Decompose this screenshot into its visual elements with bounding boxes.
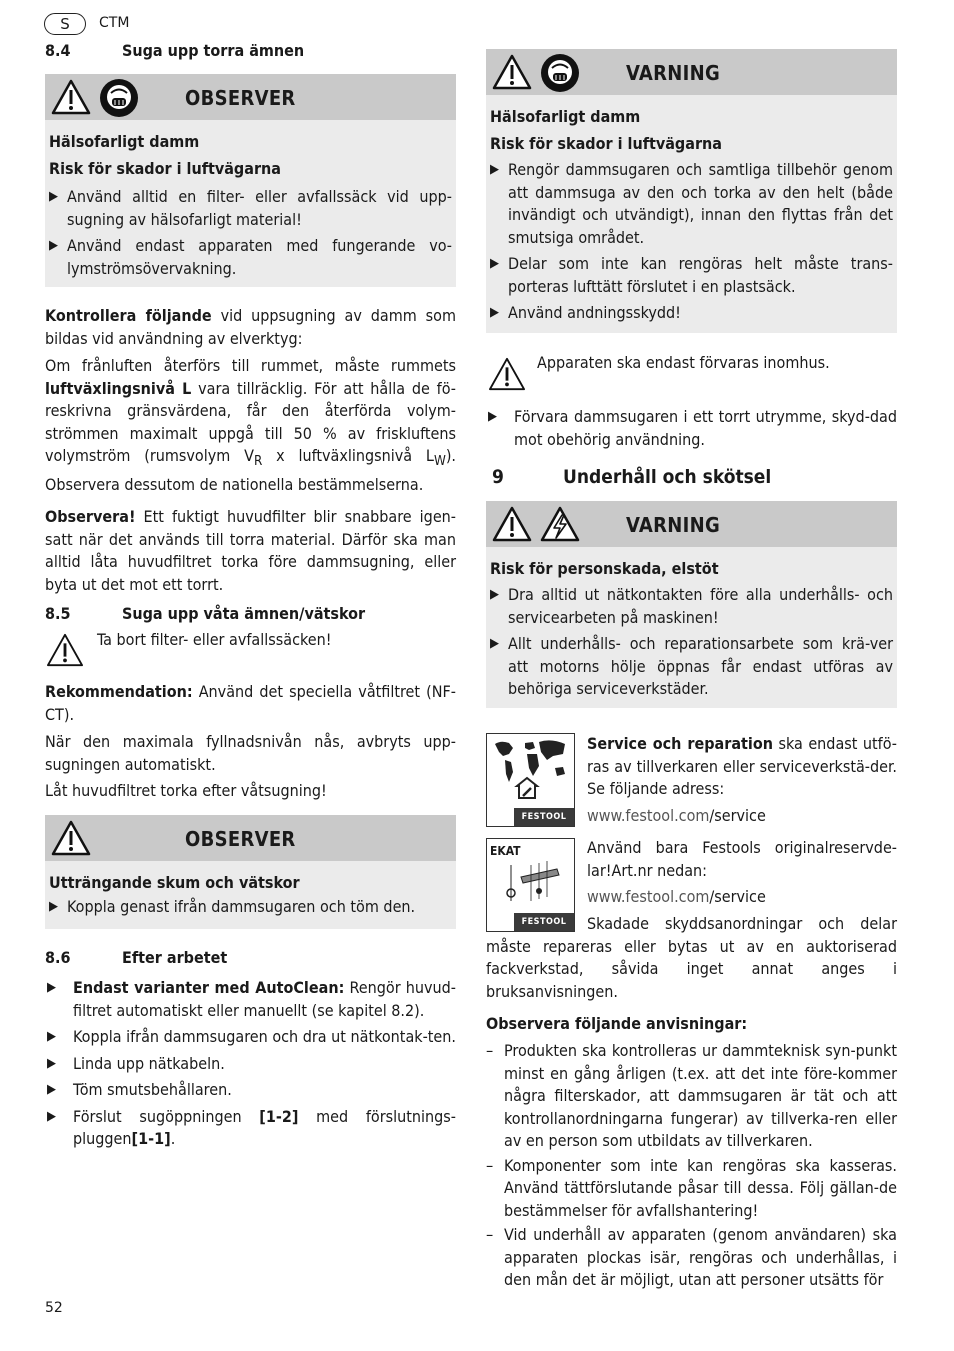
store-instruction: ▶ Förvara dammsugaren i ett torrt utrymme, skyd-dad mot obehörig användning. [488, 407, 897, 449]
list-item: – Vid underhåll av apparaten (genom användaren) ska apparaten plockas isär, rengöras och underhållas, i den mån det är möjligt, utan att personer utsätts för [486, 1225, 897, 1289]
paragraph-check: Kontrollera följande vid uppsugning av damm som bildas vid användning av elverktyg: [45, 306, 456, 348]
list-item: – Komponenter som inte kan rengöras ska kasseras. Använd tättförslutande påsar till dessa. Följ gällan-de bestämmelser för avfallshantering! [486, 1155, 897, 1220]
observer-label: OBSERVER [185, 86, 296, 110]
hazard-title: Utträngande skum och vätskor [49, 873, 300, 892]
list-item: ▶ Rengör dammsugaren och samtliga tillbehör genom att dammsuga av den och torka av den helt (både invändigt och utvändigt), innan den flyttas från det smutsiga området. [490, 160, 893, 247]
list-item: ▶ Endast varianter med AutoClean: Rengör huvud-filtret automatiskt eller manuellt (se kapitel 8.2). [47, 978, 457, 1020]
list-item: ▶ Allt underhålls- och reparationsarbete som krä-ver att motorns hölje öppnas får endast utföras av behöriga serviceverkstäder. [490, 634, 893, 698]
page-number: 52 [45, 1300, 63, 1316]
warning-triangle-icon [51, 819, 91, 857]
notes-list [486, 1040, 897, 1292]
warning-triangle-icon [492, 53, 532, 91]
service-world-tile [486, 733, 575, 827]
observer-box-dust [45, 74, 456, 287]
paragraph-observe: Observera! Ett fuktigt huvudfilter blir snabbare igen-satt när det används till torra material. Därför ska man alltid låta huvudfiltret torka före dammsugning, eller byta ut det mot ett torrt. [45, 507, 456, 594]
hazard-title: Hälsofarligt damm [49, 132, 200, 151]
list-item: ▶ Linda upp nätkabeln. [47, 1053, 225, 1073]
spare-parts-tile: EKAT FESTOOL [486, 838, 575, 932]
list-item: ▶ Använd endast apparaten med fungerande vo-lymströmsövervakning. [49, 236, 452, 278]
list-item: ▶ Förslut sugöppningen [1-2] med förslutnings-pluggen[1-1]. [47, 1106, 456, 1148]
note-remove-bag: Ta bort filter- eller avfallssäcken! [97, 630, 332, 649]
list-item: ▶ Använd alltid en filter- eller avfallssäck vid upp-sugning av hälsofarligt material! [49, 187, 452, 229]
warning-box-dust [486, 49, 897, 333]
product-name: CTM [99, 15, 130, 31]
hazard-title: Risk för personskada, elstöt [490, 559, 719, 578]
observer-box-foam [45, 815, 456, 929]
warning-label: VARNING [626, 61, 721, 85]
list-item: ▶ Delar som inte kan rengöras helt måste trans-porteras lufttätt förslutet i en plastsäck. [490, 254, 893, 296]
paragraph-dry-filter: Låt huvudfiltret torka efter våtsugning! [45, 781, 327, 800]
festool-brand: FESTOOL [514, 808, 574, 826]
paragraph-recommendation: Rekommendation: Använd det speciella våtfiltret (NF-CT). [45, 682, 456, 724]
paragraph-service: Service och reparation ska endast utfö-ras av tillverkaren eller serviceverkstä-der. Se följande adress: [587, 734, 898, 798]
service-url[interactable]: www.festool.com/service [587, 806, 766, 825]
respirator-mask-icon [540, 53, 580, 93]
spare-parts-url[interactable]: www.festool.com/service [587, 887, 766, 906]
electric-shock-icon [540, 505, 580, 543]
paragraph-max-fill: När den maximala fyllnadsnivån nås, avbryts upp-sugningen automatiskt. [45, 732, 456, 774]
respirator-mask-icon [99, 78, 139, 118]
observer-label: OBSERVER [185, 827, 296, 851]
warning-triangle-icon [51, 78, 91, 116]
spare-parts-icon [491, 855, 571, 911]
hazard-subtitle: Risk för skador i luftvägarna [490, 134, 723, 153]
paragraph-damaged-parts: Skadade skyddsanordningar och delar måste repareras eller bytas ut av en auktoriserad fackverkstad, såvida inget annat anges i bruksanvisningen. [486, 914, 897, 1001]
list-item: ▶ Dra alltid ut nätkontakten före alla underhålls- och servicearbeten på maskinen! [490, 585, 893, 627]
warning-box-electric [486, 501, 897, 708]
after-work-list [45, 973, 456, 1151]
list-item: ▶ Koppla genast ifrån dammsugaren och töm den. [49, 897, 416, 916]
language-badge: S [44, 13, 86, 35]
warning-triangle-icon [488, 356, 526, 392]
hazard-title: Hälsofarligt damm [490, 107, 641, 126]
note-store-indoors: Apparaten ska endast förvaras inomhus. [537, 353, 830, 372]
world-map-service-icon [487, 734, 574, 808]
hazard-subtitle: Risk för skador i luftvägarna [49, 159, 282, 178]
list-item: – Produkten ska kontrolleras ur dammteknisk syn-punkt minst en gång årligen (t.ex. att det inte före-kommer några filterskador, att dammsugaren är tät och att kontrollanordningarna fungerar) av tillverka-ren eller av en person som utbildats av tillverkaren. [486, 1041, 897, 1150]
warning-triangle-icon [492, 505, 532, 543]
warning-triangle-icon [46, 632, 84, 668]
paragraph-air-exchange: Om frånluften återförs till rummet, måste rummets luftväxlingsnivå L vara tillräcklig. För att hålla de fö-reskrivna gränsvärdena, får den återförda volym-strömmen maximalt uppgå till 50 % av friskluftens volymström (rumsvolym $V_R$ x luftväxlingsnivå $L_W$). Observera dessutom de nationella bestämmelserna. [45, 356, 456, 494]
list-item: ▶ Koppla ifrån dammsugaren och dra ut nätkontak-ten. [47, 1027, 456, 1046]
list-item: ▶ Töm smutsbehållaren. [47, 1080, 232, 1099]
paragraph-spare-parts: Använd bara Festools originalreservde-lar!Art.nr nedan: [587, 838, 897, 880]
notes-heading: Observera följande anvisningar: [486, 1014, 748, 1033]
warning-label: VARNING [626, 513, 721, 537]
festool-brand: FESTOOL [514, 913, 574, 931]
list-item: ▶ Använd andningsskydd! [490, 303, 681, 322]
